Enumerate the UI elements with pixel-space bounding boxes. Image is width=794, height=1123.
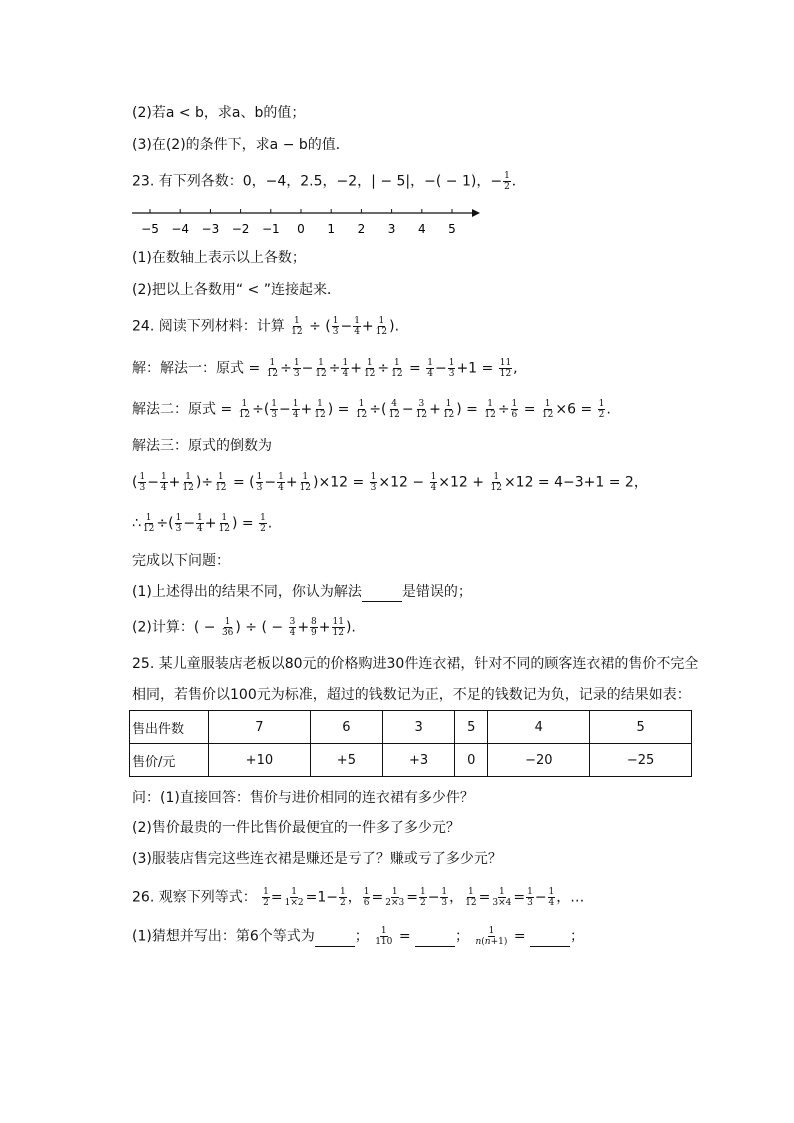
answer-blank[interactable] <box>415 932 455 947</box>
q23-part1: (1)在数轴上表示以上各数； <box>132 250 306 266</box>
answer-blank[interactable] <box>362 587 402 602</box>
number-line-label: −4 <box>171 222 190 236</box>
number-line-arrow <box>472 209 480 217</box>
table-header: 售价/元 <box>130 744 209 777</box>
q24-part1 <box>132 582 472 602</box>
table-cell: 4 <box>488 711 590 744</box>
number-line-label: 3 <box>387 222 396 236</box>
table-cell: −25 <box>590 744 692 777</box>
table-cell: +3 <box>382 744 454 777</box>
answer-blank[interactable] <box>315 932 355 947</box>
q25-q2: (2)售价最贵的一件比售价最便宜的一件多了多少元？ <box>132 820 460 836</box>
q25-q3: (3)服装店售完这些连衣裙是赚还是亏了？赚或亏了多少元？ <box>132 851 502 867</box>
table-cell: 0 <box>455 744 488 777</box>
number-line-label: 0 <box>297 222 305 236</box>
sales-table <box>129 710 692 777</box>
q25-line2: 相同，若售价以100元为标准，超过的钱数记为正，不足的钱数记为负，记录的结果如表： <box>132 687 691 703</box>
q24-method2: 解法二：原式 = $\frac{1}{12}$ ÷( $\frac{1}{3}$ − $\frac{1}{4}$ + $\frac{1}{12}$ ) = $\frac{1}{12}$ ÷( $\frac{4}{12}$ − $\frac{3}{12}$ + $\frac{1}{12}$ ) = $\frac{1}{12}$ ÷ $\frac{1}{6}$ = $\frac{1}{12}$ ×6 = $\frac{1}{2}$ . <box>132 399 611 420</box>
q23-part2: (2)把以上各数用“ < ”连接起来． <box>132 282 341 298</box>
q23-stem: 23. 有下列各数：0，−4，2.5，−2，| − 5|，−( − 1)，− $\frac{1}{2}$ ． <box>132 171 526 192</box>
number-line-label: 5 <box>448 222 456 236</box>
q23-stem-text: 23. 有下列各数：0，−4，2.5，−2，| − 5|，−( − 1)，− <box>132 173 503 190</box>
q24-complete: 完成以下问题： <box>132 553 230 569</box>
q24-stem-text: 24. 阅读下列材料：计算 <box>132 318 285 335</box>
number-line-label: −2 <box>231 222 250 236</box>
number-line-label: 2 <box>357 222 366 236</box>
table-cell: 5 <box>590 711 692 744</box>
table-cell: +10 <box>209 744 311 777</box>
number-line-label: −5 <box>141 222 159 236</box>
fraction: $\frac{1}{2}$ <box>504 171 510 192</box>
answer-blank[interactable] <box>530 932 570 947</box>
table-cell: 5 <box>455 711 488 744</box>
table-cell: +5 <box>310 744 382 777</box>
q24-method3-label: 解法三：原式的倒数为 <box>132 438 272 454</box>
q24-part2-text: (2)计算： <box>132 619 194 636</box>
q26-part1: (1)猜想并写出：第6个等式为 ； $\frac{1}{110}$ = ； $\frac{1}{n(n+1)}$ = ； <box>132 926 585 947</box>
q25-q1: 问：(1)直接回答：售价与进价相同的连衣裙有多少件？ <box>132 790 474 806</box>
table-header: 售出件数 <box>130 711 209 744</box>
q24-method1: 解：解法一：原式 = $\frac{1}{12}$ ÷ $\frac{1}{3}$ − $\frac{1}{12}$ ÷ $\frac{1}{4}$ + $\frac{1}{12}$ ÷ $\frac{1}{12}$ = $\frac{1}{4}$ − $\frac{1}{3}$ +1 = $\frac{11}{12}$ , <box>132 358 518 379</box>
table-cell: −20 <box>488 744 590 777</box>
q24-part1-tail: 是错误的； <box>401 584 472 600</box>
q24-stem: 24. 阅读下列材料：计算 $\frac{1}{12}$ ÷ ( $\frac{1}{3}$ − $\frac{1}{4}$ + $\frac{1}{12}$ ). <box>132 316 400 337</box>
q24-method3-calc: ( $\frac{1}{3}$ − $\frac{1}{4}$ + $\frac{1}{12}$ )÷ $\frac{1}{12}$ = ( $\frac{1}{3}$ − $\frac{1}{4}$ + $\frac{1}{12}$ )×12 = $\frac{1}{3}$ ×12 − $\frac{1}{4}$ ×12 + $\frac{1}{12}$ ×12 = 4−3+1 = 2， <box>132 472 648 493</box>
table-row <box>130 744 692 777</box>
q22-part2: (2)若a < b，求a、b的值； <box>132 105 306 121</box>
number-line <box>132 200 482 240</box>
table-row <box>130 711 692 744</box>
ellipsis: … <box>570 889 585 906</box>
number-line-label: 4 <box>417 222 426 236</box>
number-line-label: −3 <box>201 222 220 236</box>
table-cell: 6 <box>310 711 382 744</box>
q22-part3: (3)在(2)的条件下，求a − b的值． <box>132 137 350 153</box>
table-cell: 3 <box>382 711 454 744</box>
q24-therefore: ∴ $\frac{1}{12}$ ÷( $\frac{1}{3}$ − $\frac{1}{4}$ + $\frac{1}{12}$ ) = $\frac{1}{2}$ . <box>132 513 273 534</box>
number-line-label: 1 <box>327 222 336 236</box>
q24-method2-label: 解法二：原式 = <box>132 401 233 418</box>
q26-stem: 26. 观察下列等式： $\frac{1}{2}$ = $\frac{1}{1\times 2}$ =1− $\frac{1}{2}$ ， $\frac{1}{6}$ = $\frac{1}{2\times 3}$ = $\frac{1}{2}$ − $\frac{1}{3}$ ， $\frac{1}{12}$ = $\frac{1}{3\times 4}$ = $\frac{1}{3}$ − $\frac{1}{4}$ ，… <box>132 887 585 908</box>
q26-stem-text: 26. 观察下列等式： <box>132 889 257 906</box>
table-cell: 7 <box>209 711 311 744</box>
therefore-symbol: ∴ <box>132 515 141 532</box>
q26-part1-text: (1)猜想并写出：第6个等式为 <box>132 928 315 945</box>
q24-method1-label: 解：解法一：原式 = <box>132 360 261 377</box>
q25-line1: 25. 某儿童服装店老板以80元的价格购进30件连衣裙，针对不同的顾客连衣裙的售价不完全 <box>132 656 699 672</box>
number-line-label: −1 <box>261 222 280 236</box>
q24-part1-text: (1)上述得出的结果不同，你认为解法 <box>132 584 362 600</box>
q24-part2: (2)计算：( − $\frac{1}{36}$ ) ÷ ( − $\frac{3}{4}$ + $\frac{8}{9}$ + $\frac{11}{12}$ ). <box>132 617 356 638</box>
